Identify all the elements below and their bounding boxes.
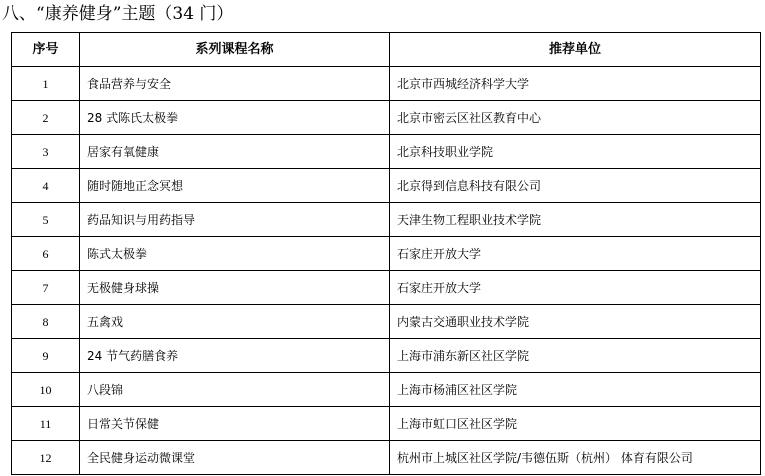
course-name-cell: 五禽戏 xyxy=(80,305,390,339)
serial-number-cell: 9 xyxy=(12,339,80,373)
table-row xyxy=(12,373,761,407)
recommending-unit-cell: 内蒙古交通职业技术学院 xyxy=(390,305,761,339)
serial-number-cell: 6 xyxy=(12,237,80,271)
course-name-cell: 全民健身运动微课堂 xyxy=(80,441,390,475)
recommending-unit-cell: 上海市虹口区社区学院 xyxy=(390,407,761,441)
serial-number-cell: 8 xyxy=(12,305,80,339)
course-name-cell: 陈式太极拳 xyxy=(80,237,390,271)
course-name-cell: 24 节气药膳食养 xyxy=(80,339,390,373)
course-name-cell: 居家有氧健康 xyxy=(80,135,390,169)
recommending-unit-cell: 北京市西城经济科学大学 xyxy=(390,67,761,101)
header-recommending-unit: 推荐单位 xyxy=(390,33,761,67)
recommending-unit-cell: 石家庄开放大学 xyxy=(390,237,761,271)
serial-number-cell: 3 xyxy=(12,135,80,169)
header-serial-number: 序号 xyxy=(12,33,80,67)
course-name-cell: 随时随地正念冥想 xyxy=(80,169,390,203)
recommending-unit-cell: 天津生物工程职业技术学院 xyxy=(390,203,761,237)
serial-number-cell: 2 xyxy=(12,101,80,135)
table-header xyxy=(12,33,761,67)
table-body xyxy=(12,67,761,475)
table-row xyxy=(12,305,761,339)
course-name-cell: 日常关节保健 xyxy=(80,407,390,441)
table-row xyxy=(12,101,761,135)
course-name-cell: 28 式陈氏太极拳 xyxy=(80,101,390,135)
recommending-unit-cell: 杭州市上城区社区学院/韦德伍斯（杭州） 体育有限公司 xyxy=(390,441,761,475)
table-row xyxy=(12,237,761,271)
recommending-unit-cell: 北京市密云区社区教育中心 xyxy=(390,101,761,135)
table-row xyxy=(12,271,761,305)
table-row xyxy=(12,135,761,169)
table-row xyxy=(12,407,761,441)
course-name-cell: 药品知识与用药指导 xyxy=(80,203,390,237)
serial-number-cell: 1 xyxy=(12,67,80,101)
table-row xyxy=(12,169,761,203)
serial-number-cell: 10 xyxy=(12,373,80,407)
table-row xyxy=(12,203,761,237)
serial-number-cell: 4 xyxy=(12,169,80,203)
table-row xyxy=(12,67,761,101)
header-course-name: 系列课程名称 xyxy=(80,33,390,67)
recommending-unit-cell: 石家庄开放大学 xyxy=(390,271,761,305)
table-row xyxy=(12,339,761,373)
recommending-unit-cell: 北京科技职业学院 xyxy=(390,135,761,169)
course-name-cell: 食品营养与安全 xyxy=(80,67,390,101)
recommending-unit-cell: 北京得到信息科技有限公司 xyxy=(390,169,761,203)
course-table xyxy=(11,32,761,475)
recommending-unit-cell: 上海市杨浦区社区学院 xyxy=(390,373,761,407)
serial-number-cell: 7 xyxy=(12,271,80,305)
header-row xyxy=(12,33,761,67)
serial-number-cell: 5 xyxy=(12,203,80,237)
section-heading: 八、“康养健身”主题（34 门） xyxy=(2,4,234,24)
table-row xyxy=(12,441,761,475)
serial-number-cell: 11 xyxy=(12,407,80,441)
course-name-cell: 八段锦 xyxy=(80,373,390,407)
course-name-cell: 无极健身球操 xyxy=(80,271,390,305)
serial-number-cell: 12 xyxy=(12,441,80,475)
recommending-unit-cell: 上海市浦东新区社区学院 xyxy=(390,339,761,373)
